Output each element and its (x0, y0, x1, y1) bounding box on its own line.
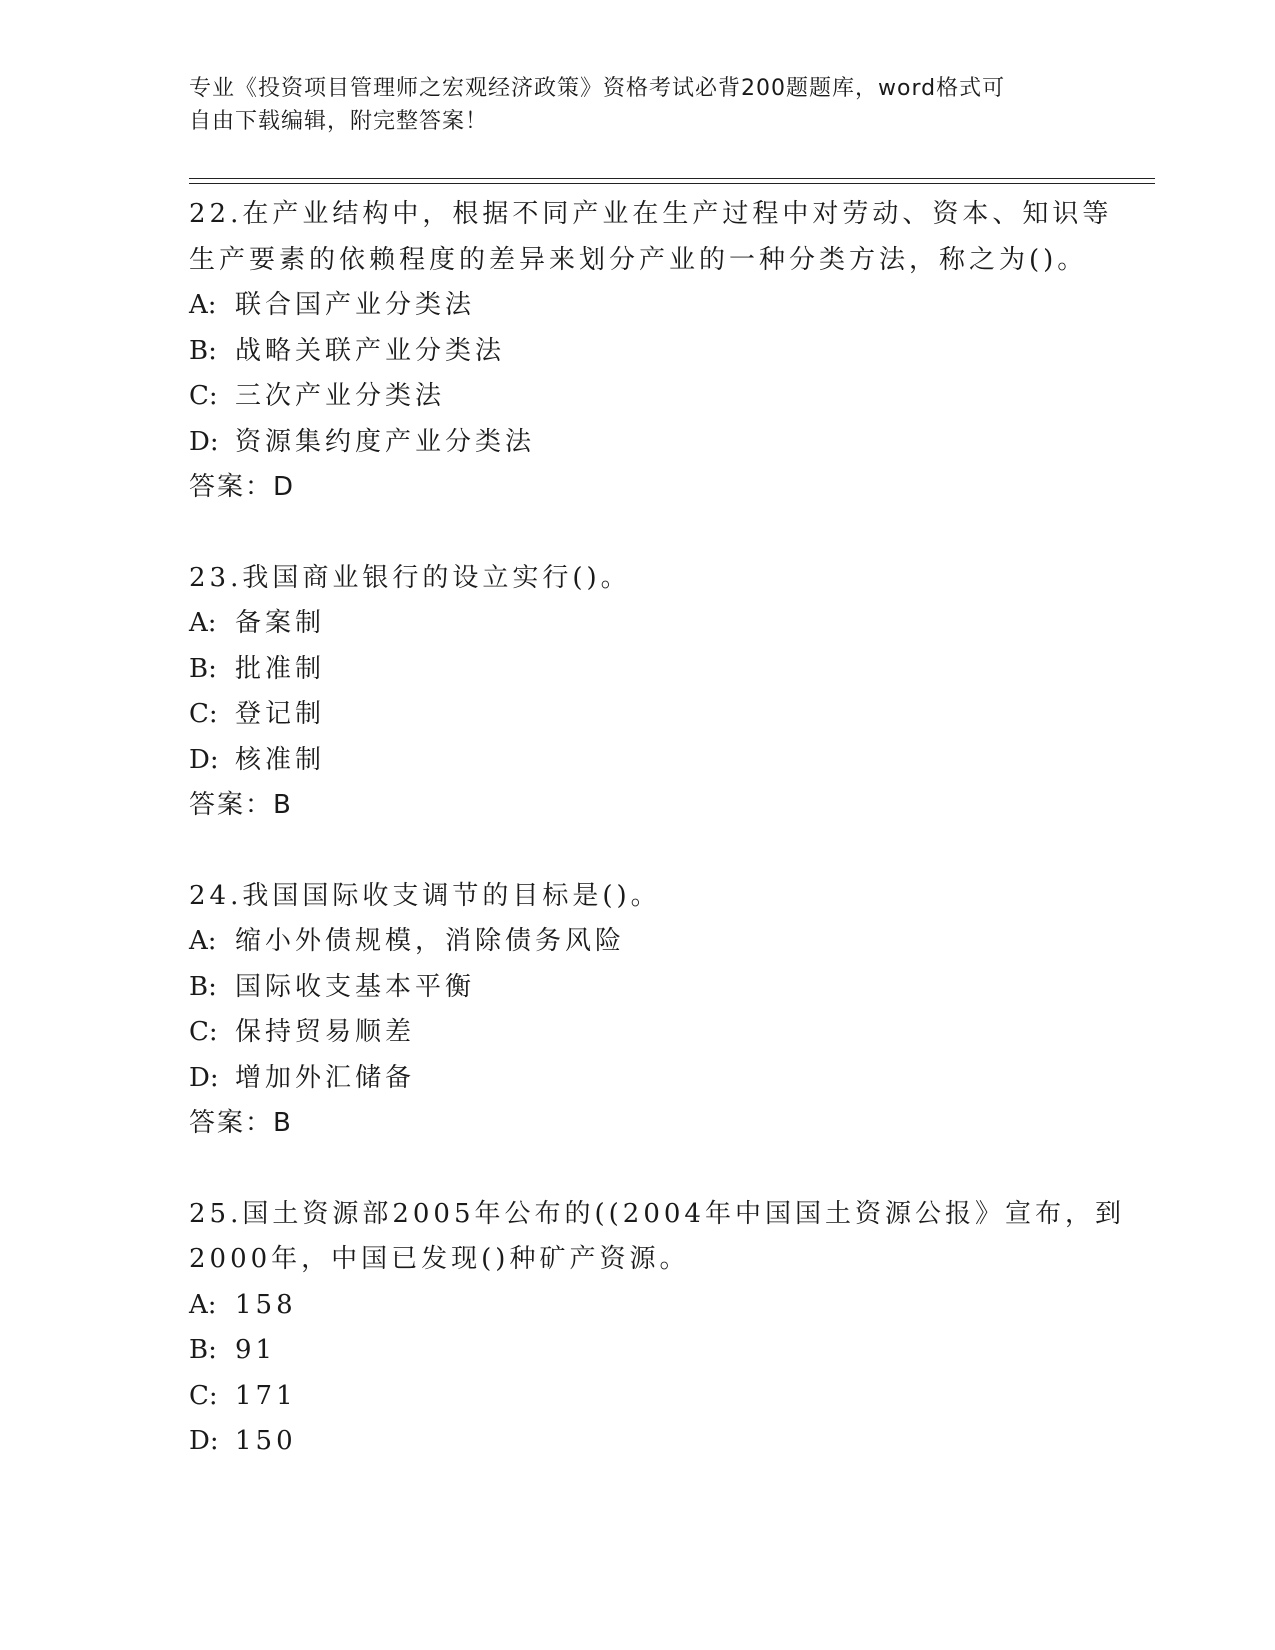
option-letter: B: (189, 335, 217, 366)
option-text: 国际收支基本平衡 (235, 971, 476, 1002)
option-text: 核准制 (235, 744, 326, 775)
option-text: 91 (235, 1335, 277, 1365)
option-a (189, 1283, 1149, 1329)
option-b (189, 1328, 1149, 1374)
question-stem-line: 2000年，中国已发现()种矿产资源。 (189, 1244, 690, 1274)
option-text: 资源集约度产业分类法 (235, 426, 536, 457)
option-letter: B: (189, 653, 217, 684)
question-spacer (189, 829, 1149, 874)
option-text: 战略关联产业分类法 (235, 335, 506, 366)
option-d (189, 738, 1149, 784)
header-divider-bottom (189, 183, 1155, 184)
option-b (189, 647, 1149, 693)
option-b (189, 965, 1149, 1011)
question-25 (189, 1192, 1149, 1465)
option-a (189, 283, 1149, 329)
option-text: 联合国产业分类法 (235, 290, 476, 320)
option-text: 缩小外债规模，消除债务风险 (235, 926, 626, 956)
option-letter: C: (189, 381, 218, 411)
option-text: 登记制 (235, 699, 326, 729)
document-header (189, 72, 1089, 138)
option-text: 150 (235, 1426, 297, 1456)
option-c (189, 374, 1149, 420)
option-text: 保持贸易顺差 (235, 1017, 416, 1047)
question-24 (189, 874, 1149, 1147)
option-letter: C: (189, 1380, 218, 1411)
question-list (189, 192, 1149, 1465)
option-text: 批准制 (235, 653, 326, 684)
option-letter: B: (189, 1335, 217, 1365)
option-letter: A: (189, 290, 217, 320)
option-d (189, 1056, 1149, 1102)
option-text: 158 (235, 1289, 297, 1320)
option-c (189, 1010, 1149, 1056)
option-text: 171 (235, 1380, 297, 1411)
option-a (189, 919, 1149, 965)
option-letter: C: (189, 1017, 218, 1047)
question-spacer (189, 1147, 1149, 1192)
answer-label: 答案：B (189, 790, 293, 820)
option-a (189, 601, 1149, 647)
option-c (189, 1374, 1149, 1420)
option-letter: D: (189, 744, 219, 775)
header-title-line-1: 专业《投资项目管理师之宏观经济政策》资格考试必背200题题库，word格式可 (189, 76, 1006, 101)
option-letter: A: (189, 926, 217, 956)
option-d (189, 1419, 1149, 1465)
option-c (189, 692, 1149, 738)
option-d (189, 420, 1149, 466)
header-title-line-2: 自由下载编辑，附完整答案！ (189, 109, 489, 134)
question-stem-line: 生产要素的依赖程度的差异来划分产业的一种分类方法，称之为()。 (189, 244, 1088, 275)
question-23 (189, 556, 1149, 829)
answer-label: 答案：D (189, 472, 296, 502)
option-letter: C: (189, 699, 218, 729)
option-text: 备案制 (235, 608, 326, 638)
question-stem-line: 24.我国国际收支调节的目标是()。 (189, 880, 661, 911)
option-letter: A: (189, 1289, 217, 1320)
option-letter: D: (189, 1062, 219, 1093)
option-letter: A: (189, 608, 217, 638)
option-letter: B: (189, 971, 217, 1002)
option-b (189, 329, 1149, 375)
header-divider-top (189, 178, 1155, 179)
option-text: 增加外汇储备 (235, 1062, 416, 1093)
option-letter: D: (189, 1426, 219, 1456)
question-stem-line: 25.国土资源部2005年公布的((2004年中国国土资源公报》宣布，到 (189, 1198, 1125, 1229)
question-spacer (189, 511, 1149, 556)
question-stem-line: 23.我国商业银行的设立实行()。 (189, 562, 631, 593)
answer-label: 答案：B (189, 1108, 293, 1138)
option-text: 三次产业分类法 (235, 381, 446, 411)
option-letter: D: (189, 426, 219, 457)
question-stem-line: 22.在产业结构中，根据不同产业在生产过程中对劳动、资本、知识等 (189, 199, 1113, 229)
question-22 (189, 192, 1149, 511)
